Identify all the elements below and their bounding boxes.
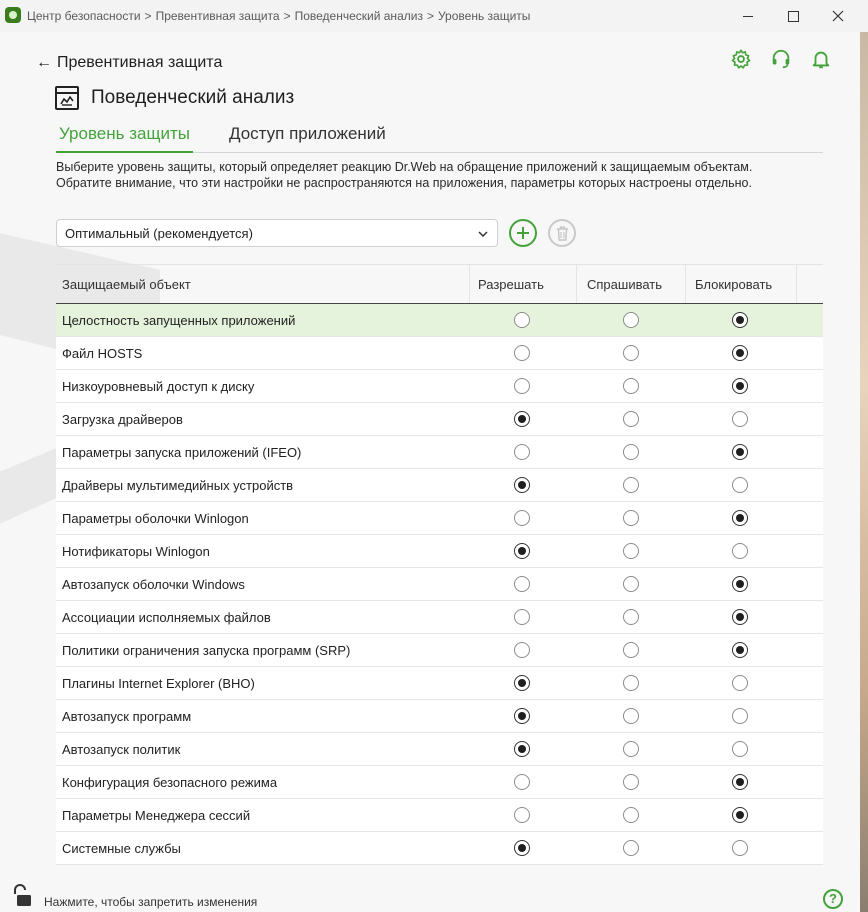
close-icon (832, 10, 844, 22)
table-header (56, 264, 823, 304)
table-row[interactable] (56, 832, 823, 865)
protection-level-select[interactable] (56, 219, 498, 247)
object-name: Параметры Менеджера сессий (62, 808, 251, 823)
radio-ask[interactable] (623, 840, 639, 856)
minimize-icon (743, 16, 753, 17)
object-name: Автозапуск политик (62, 742, 181, 757)
object-name: Параметры оболочки Winlogon (62, 511, 249, 526)
table-row[interactable] (56, 700, 823, 733)
table-row[interactable] (56, 469, 823, 502)
radio-allow[interactable] (514, 312, 530, 328)
object-name: Автозапуск программ (62, 709, 192, 724)
radio-ask[interactable] (623, 642, 639, 658)
table-row[interactable] (56, 733, 823, 766)
radio-ask[interactable] (623, 345, 639, 361)
breadcrumb-separator: > (426, 9, 434, 23)
radio-allow[interactable] (514, 708, 530, 724)
table-row[interactable] (56, 601, 823, 634)
object-name: Автозапуск оболочки Windows (62, 577, 245, 592)
radio-block[interactable] (732, 708, 748, 724)
radio-allow[interactable] (514, 675, 530, 691)
radio-ask[interactable] (623, 675, 639, 691)
object-name: Ассоциации исполняемых файлов (62, 610, 271, 625)
object-name: Драйверы мультимедийных устройств (62, 478, 294, 493)
radio-allow[interactable] (514, 411, 530, 427)
object-name: Загрузка драйверов (62, 412, 183, 427)
breadcrumb-item[interactable]: Превентивная защита (155, 9, 280, 23)
back-arrow-icon: ← (36, 54, 52, 71)
radio-block[interactable] (732, 675, 748, 691)
radio-block[interactable] (732, 444, 748, 460)
table-row[interactable] (56, 370, 823, 403)
maximize-icon (788, 11, 799, 22)
breadcrumb-separator: > (283, 9, 291, 23)
description-text: Выберите уровень защиты, который определяет реакцию Dr.Web на обращение приложений к защищаемым объектам. Обратите внимание, что эти настройки не распространяются на приложения, параметры которых настроены отдельно. (56, 160, 753, 190)
radio-block[interactable] (732, 411, 748, 427)
radio-allow[interactable] (514, 741, 530, 757)
radio-allow[interactable] (514, 477, 530, 493)
radio-block[interactable] (732, 510, 748, 526)
breadcrumb-item[interactable]: Центр безопасности (27, 9, 141, 23)
trash-icon (556, 226, 569, 241)
radio-ask[interactable] (623, 576, 639, 592)
radio-block[interactable] (732, 774, 748, 790)
radio-allow[interactable] (514, 345, 530, 361)
column-header-block[interactable]: Блокировать (686, 265, 797, 303)
radio-ask[interactable] (623, 444, 639, 460)
radio-ask[interactable] (623, 378, 639, 394)
breadcrumb-item[interactable]: Поведенческий анализ (294, 9, 423, 23)
radio-ask[interactable] (623, 741, 639, 757)
window-titlebar (0, 0, 868, 32)
object-name: Конфигурация безопасного режима (62, 775, 278, 790)
radio-allow[interactable] (514, 378, 530, 394)
page-title: Поведенческий анализ (91, 87, 295, 108)
radio-ask[interactable] (623, 411, 639, 427)
behavior-analysis-icon (54, 85, 80, 111)
unlocked-padlock-icon[interactable] (11, 884, 33, 908)
table-row[interactable] (56, 535, 823, 568)
radio-block[interactable] (732, 312, 748, 328)
radio-block[interactable] (732, 576, 748, 592)
bell-icon[interactable] (810, 48, 832, 70)
tab-bar (56, 122, 823, 153)
radio-block[interactable] (732, 477, 748, 493)
table-row[interactable] (56, 304, 823, 337)
breadcrumb-item: Уровень защиты (437, 9, 531, 23)
radio-allow[interactable] (514, 807, 530, 823)
chevron-down-icon (477, 228, 489, 240)
radio-block[interactable] (732, 840, 748, 856)
radio-allow[interactable] (514, 510, 530, 526)
radio-ask[interactable] (623, 510, 639, 526)
radio-allow[interactable] (514, 576, 530, 592)
tab-application-access[interactable]: Доступ приложений (229, 124, 386, 143)
radio-block[interactable] (732, 741, 748, 757)
table-row[interactable] (56, 634, 823, 667)
back-label: Превентивная защита (57, 54, 223, 71)
radio-ask[interactable] (623, 543, 639, 559)
column-header-ask[interactable]: Спрашивать (577, 265, 686, 303)
radio-block[interactable] (732, 378, 748, 394)
object-name: Целостность запущенных приложений (62, 313, 296, 328)
table-row[interactable] (56, 799, 823, 832)
breadcrumb (27, 9, 530, 23)
table-row[interactable] (56, 337, 823, 370)
back-link[interactable] (36, 53, 222, 73)
help-button[interactable]: ? (823, 889, 843, 909)
radio-ask[interactable] (623, 609, 639, 625)
gear-icon[interactable] (730, 48, 752, 70)
select-value: Оптимальный (рекомендуется) (65, 226, 253, 241)
object-name: Параметры запуска приложений (IFEO) (62, 445, 302, 460)
radio-block[interactable] (732, 642, 748, 658)
lock-changes-link[interactable]: Нажмите, чтобы запретить изменения (44, 895, 258, 909)
table-row[interactable] (56, 403, 823, 436)
headset-icon[interactable] (770, 48, 792, 70)
radio-block[interactable] (732, 609, 748, 625)
table-row[interactable] (56, 436, 823, 469)
header-toolbar (730, 48, 832, 70)
radio-ask[interactable] (623, 312, 639, 328)
object-name: Файл HOSTS (62, 346, 143, 361)
table-row[interactable] (56, 568, 823, 601)
desktop-background-strip (860, 32, 868, 912)
radio-ask[interactable] (623, 708, 639, 724)
object-name: Политики ограничения запуска программ (SRP) (62, 643, 351, 658)
radio-block[interactable] (732, 345, 748, 361)
radio-allow[interactable] (514, 543, 530, 559)
table-body (56, 304, 823, 865)
close-button[interactable] (818, 4, 858, 28)
minimize-button[interactable] (728, 4, 768, 28)
delete-level-button[interactable] (548, 219, 576, 247)
table-row[interactable] (56, 667, 823, 700)
column-header-object[interactable]: Защищаемый объект (56, 265, 470, 303)
radio-allow[interactable] (514, 609, 530, 625)
object-name: Низкоуровневый доступ к диску (62, 379, 255, 394)
add-level-button[interactable] (509, 219, 537, 247)
protected-objects-table (56, 264, 823, 865)
radio-allow[interactable] (514, 642, 530, 658)
radio-ask[interactable] (623, 774, 639, 790)
radio-block[interactable] (732, 807, 748, 823)
drweb-logo-icon (5, 7, 21, 23)
object-name: Нотификаторы Winlogon (62, 544, 210, 559)
radio-ask[interactable] (623, 477, 639, 493)
column-header-allow[interactable]: Разрешать (470, 265, 577, 303)
object-name: Системные службы (62, 841, 181, 856)
radio-ask[interactable] (623, 807, 639, 823)
table-row[interactable] (56, 502, 823, 535)
radio-allow[interactable] (514, 444, 530, 460)
breadcrumb-separator: > (144, 9, 152, 23)
object-name: Плагины Internet Explorer (BHO) (62, 676, 255, 691)
tab-protection-level[interactable]: Уровень защиты (59, 124, 190, 143)
maximize-button[interactable] (773, 4, 813, 28)
radio-block[interactable] (732, 543, 748, 559)
table-row[interactable] (56, 766, 823, 799)
radio-allow[interactable] (514, 774, 530, 790)
radio-allow[interactable] (514, 840, 530, 856)
